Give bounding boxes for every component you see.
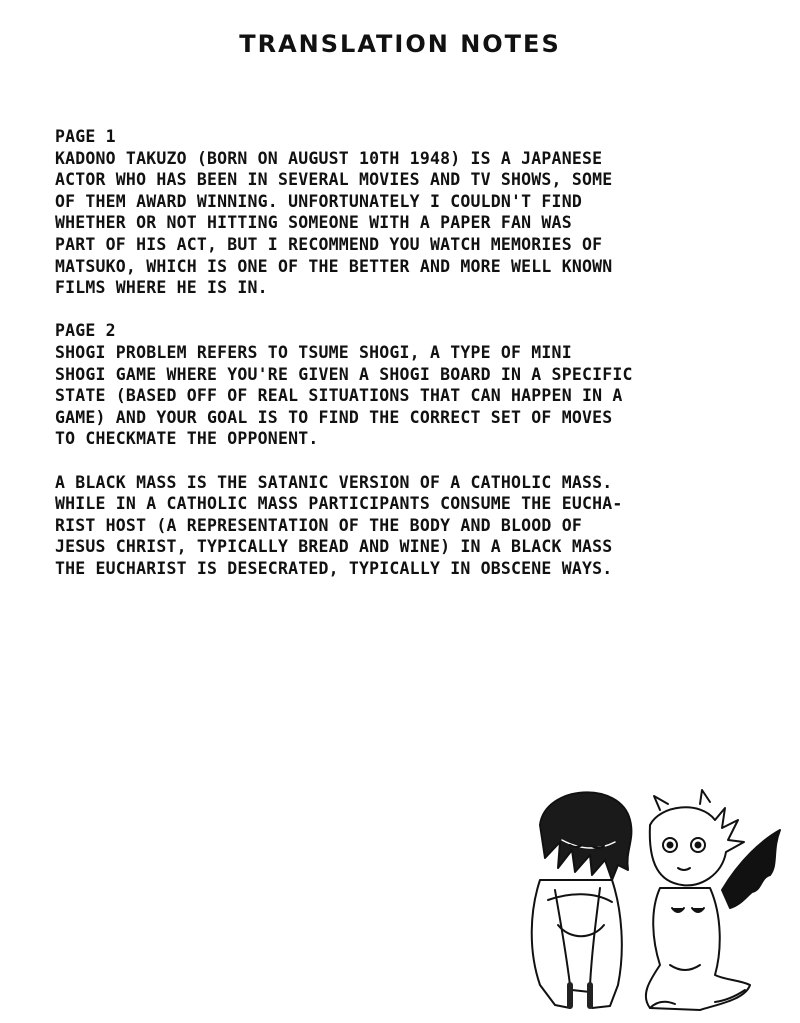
note-line: RIST HOST (A REPRESENTATION OF THE BODY AND BLOOD OF: [55, 515, 582, 535]
chibi-characters-illustration: [500, 780, 790, 1020]
note-line: GAME) AND YOUR GOAL IS TO FIND THE CORRECT SET OF MOVES: [55, 407, 613, 427]
note-line: WHILE IN A CATHOLIC MASS PARTICIPANTS CONSUME THE EUCHA-: [55, 494, 623, 514]
note-line: ACTOR WHO HAS BEEN IN SEVERAL MOVIES AND TV SHOWS, SOME: [55, 170, 613, 190]
note-section-page-1: [55, 126, 775, 299]
note-line: PART OF HIS ACT, BUT I RECOMMEND YOU WATCH MEMORIES OF: [55, 234, 603, 254]
note-section-page-2: [55, 320, 775, 450]
note-line: FILMS WHERE HE IS IN.: [55, 278, 268, 298]
notes-body: [55, 126, 775, 601]
note-line: SHOGI PROBLEM REFERS TO TSUME SHOGI, A TYPE OF MINI: [55, 342, 572, 362]
note-line: TO CHECKMATE THE OPPONENT.: [55, 429, 319, 449]
note-line: MATSUKO, WHICH IS ONE OF THE BETTER AND MORE WELL KNOWN: [55, 256, 613, 276]
note-line: SHOGI GAME WHERE YOU'RE GIVEN A SHOGI BOARD IN A SPECIFIC: [55, 364, 633, 384]
note-line: KADONO TAKUZO (BORN ON AUGUST 10TH 1948) IS A JAPANESE: [55, 148, 603, 168]
note-section-black-mass: [55, 472, 775, 580]
note-line: A BLACK MASS IS THE SATANIC VERSION OF A CATHOLIC MASS.: [55, 472, 613, 492]
note-line: THE EUCHARIST IS DESECRATED, TYPICALLY IN OBSCENE WAYS.: [55, 558, 613, 578]
note-line: STATE (BASED OFF OF REAL SITUATIONS THAT CAN HAPPEN IN A: [55, 386, 623, 406]
page-title: TRANSLATION NOTES: [239, 30, 561, 58]
note-line: WHETHER OR NOT HITTING SOMEONE WITH A PAPER FAN WAS: [55, 213, 572, 233]
section-heading: PAGE 1: [55, 127, 116, 146]
section-heading: PAGE 2: [55, 321, 116, 341]
note-line: OF THEM AWARD WINNING. UNFORTUNATELY I COULDN'T FIND: [55, 191, 582, 211]
note-line: JESUS CHRIST, TYPICALLY BREAD AND WINE) IN A BLACK MASS: [55, 537, 613, 557]
